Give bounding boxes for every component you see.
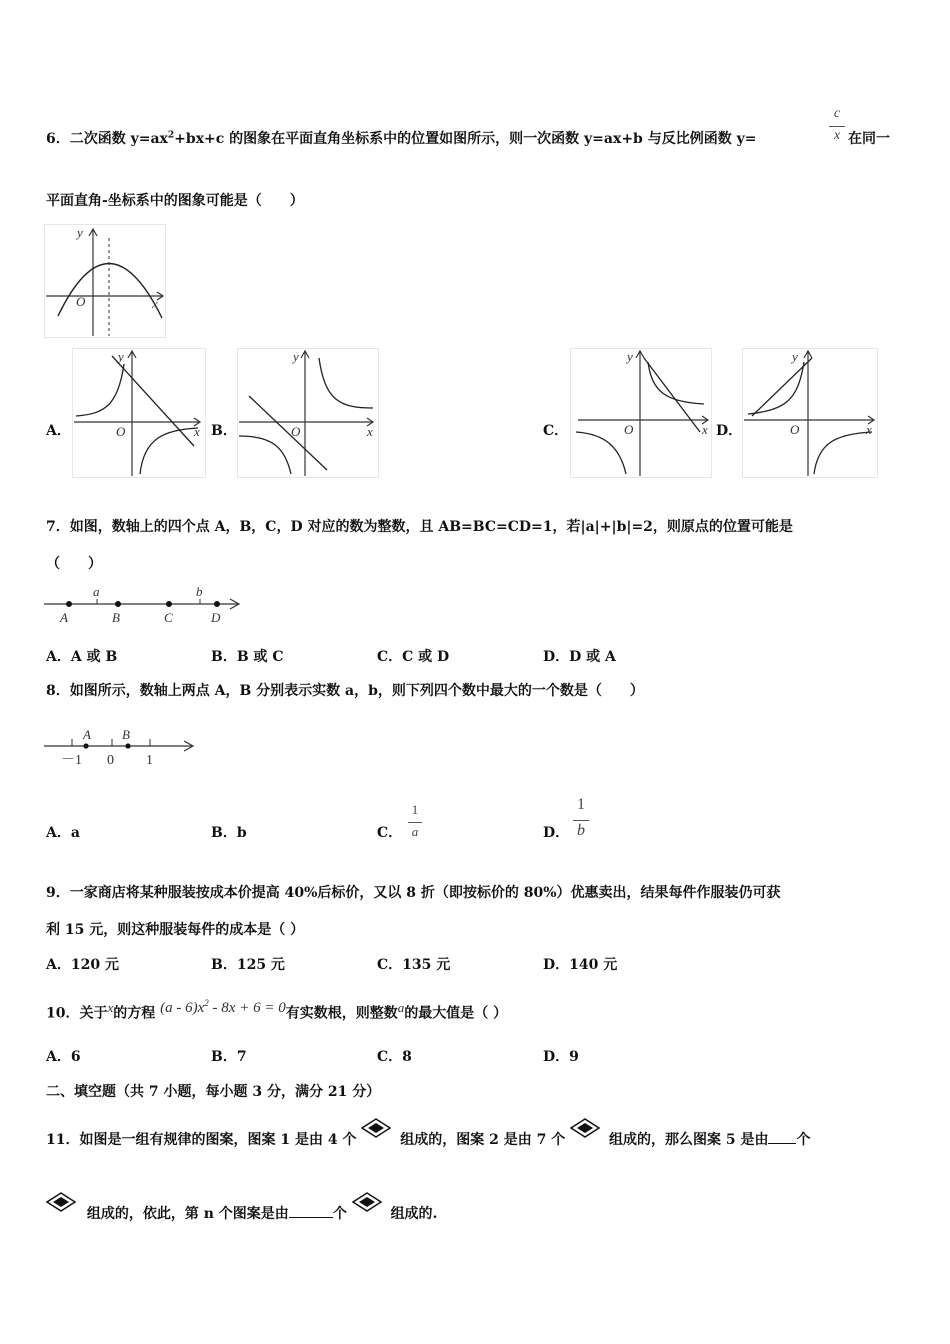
- q11-stem-line2: 组成的，依此，第 n 个图案是由 个 组成的.: [46, 1192, 437, 1223]
- y-label: y: [77, 225, 83, 240]
- svg-text:y: y: [118, 349, 124, 364]
- hyperbola-branch: [648, 362, 704, 404]
- svg-text:y: y: [792, 349, 798, 364]
- q9-stem-line2: 利 15 元，则这种服装每件的成本是（ ）: [46, 922, 305, 938]
- q6-parabola-graph: [44, 224, 166, 338]
- q9-option-c[interactable]: C．135 元: [377, 957, 451, 973]
- diamond-tile-icon: [352, 1192, 382, 1212]
- svg-text:x: x: [194, 424, 200, 439]
- hyperbola-branch: [814, 432, 872, 474]
- label-point-d: D: [211, 610, 221, 625]
- q6-option-d-graph: [742, 348, 878, 478]
- q6-stem-tail: 在同一: [848, 131, 890, 147]
- q7-option-d[interactable]: D．D 或 A: [543, 649, 616, 665]
- q8-option-d[interactable]: D．: [543, 825, 570, 841]
- label-point-a: A: [83, 727, 91, 742]
- q8-option-a[interactable]: A．a: [46, 825, 80, 841]
- label-point-a: A: [60, 610, 68, 625]
- svg-text:O: O: [790, 422, 800, 437]
- label-point-c: C: [164, 610, 173, 625]
- diamond-tile-icon: [570, 1118, 600, 1138]
- q8-option-c[interactable]: C．: [377, 825, 403, 841]
- svg-text:y: y: [627, 349, 633, 364]
- q8-frac-d-den: b: [577, 822, 585, 839]
- x-label: x: [152, 296, 158, 311]
- q6-option-c-graph: [570, 348, 712, 478]
- point-a: [66, 601, 72, 607]
- hyperbola-branch: [140, 428, 198, 474]
- svg-text:O: O: [116, 424, 126, 439]
- q8-frac-c-line: [408, 822, 422, 823]
- q9-option-d[interactable]: D．140 元: [543, 957, 618, 973]
- point-b: [115, 601, 121, 607]
- q10-option-a[interactable]: A．6: [46, 1049, 81, 1065]
- q8-stem: 8．如图所示，数轴上两点 A，B 分别表示实数 a，b，则下列四个数中最大的一个数是（ ）: [46, 683, 644, 699]
- q6-frac-line: [829, 126, 845, 127]
- q7-stem-line1: 7．如图，数轴上的四个点 A，B，C，D 对应的数为整数，且 AB=BC=CD=1，若|a|+|b|=2，则原点的位置可能是: [46, 519, 793, 535]
- tick-label-neg1: －1: [61, 753, 82, 768]
- q10-option-c[interactable]: C．8: [377, 1049, 412, 1065]
- hyperbola-branch: [319, 358, 373, 408]
- q8-frac-c-den: a: [411, 824, 419, 839]
- tick-label-one: 1: [146, 753, 153, 768]
- q8-frac-d-line: [573, 820, 589, 821]
- point-d: [214, 601, 220, 607]
- diamond-tile-icon: [361, 1118, 391, 1138]
- q8-frac-c-num: 1: [411, 802, 419, 817]
- svg-text:O: O: [624, 422, 634, 437]
- q11-stem-line1: 11．如图是一组有规律的图案，图案 1 是由 4 个 组成的，图案 2 是由 7 个 组成的，那么图案 5 是由 个: [46, 1118, 810, 1149]
- answer-blank-1[interactable]: [768, 1129, 796, 1144]
- point-c: [166, 601, 172, 607]
- q6-frac-num: c: [833, 106, 841, 121]
- q6-option-c-label: C．: [543, 423, 569, 439]
- q8-option-b[interactable]: B．b: [211, 825, 247, 841]
- point-a: [83, 743, 88, 748]
- linear-function-line: [644, 358, 700, 432]
- q6-option-d-label: D．: [716, 423, 743, 439]
- q10-equation: $(a - 6)x^2 - 8x + 6 = 0$: [160, 997, 286, 1016]
- label-point-b: B: [112, 610, 120, 625]
- hyperbola-branch: [576, 432, 626, 474]
- diamond-tile-icon: [46, 1192, 76, 1212]
- q6-frac-den: x: [833, 128, 841, 143]
- point-b: [125, 743, 130, 748]
- svg-text:x: x: [702, 422, 708, 437]
- svg-text:x: x: [367, 424, 373, 439]
- linear-function-line: [249, 396, 327, 470]
- q6-stem-line1: 6．二次函数 $y=ax^2+bx+c$ 的图象在平面直角坐标系中的位置如图所示，则一次函数 y=ax+b 与反比例函数 y=: [46, 130, 757, 147]
- q10-option-b[interactable]: B．7: [211, 1049, 247, 1065]
- label-a-lower: a: [93, 584, 100, 599]
- tick-label-zero: 0: [107, 753, 114, 768]
- q6-option-b-label: B．: [211, 423, 237, 439]
- q6-option-a-graph: [72, 348, 206, 478]
- parabola-curve: [58, 263, 162, 318]
- label-b-lower: b: [196, 584, 203, 599]
- section-heading: 二、填空题（共 7 小题，每小题 3 分，满分 21 分）: [46, 1084, 381, 1100]
- origin-label: O: [76, 294, 86, 309]
- linear-function-line: [752, 358, 812, 416]
- q6-option-b-graph: [237, 348, 379, 478]
- q7-option-b[interactable]: B．B 或 C: [211, 649, 284, 665]
- q10-stem: 10．关于$^x$的方程 $(a - 6)x^2 - 8x + 6 = 0$有实数根，则整数$^a$的最大值是（ ）: [46, 997, 508, 1022]
- q8-frac-d-num: 1: [577, 796, 585, 813]
- hyperbola-branch: [239, 436, 291, 474]
- svg-text:y: y: [293, 349, 299, 364]
- q7-option-a[interactable]: A．A 或 B: [46, 649, 118, 665]
- q8-number-line: [42, 724, 200, 770]
- q9-option-b[interactable]: B．125 元: [211, 957, 285, 973]
- q6-stem-line2: 平面直角-坐标系中的图象可能是（ ）: [46, 193, 304, 209]
- q9-option-a[interactable]: A．120 元: [46, 957, 119, 973]
- q7-number-line: [42, 582, 246, 628]
- hyperbola-branch: [76, 364, 124, 416]
- q6-option-a-label: A．: [46, 423, 71, 439]
- q7-stem-line2: （ ）: [46, 556, 102, 572]
- q10-option-d[interactable]: D．9: [543, 1049, 579, 1065]
- answer-blank-2[interactable]: [289, 1203, 333, 1218]
- svg-text:x: x: [866, 422, 872, 437]
- q9-stem-line1: 9．一家商店将某种服装按成本价提高 40%后标价，又以 8 折（即按标价的 80%）优惠卖出，结果每件作服装仍可获: [46, 885, 781, 901]
- svg-text:O: O: [291, 424, 301, 439]
- hyperbola-branch: [748, 362, 804, 414]
- label-point-b: B: [122, 727, 130, 742]
- q7-option-c[interactable]: C．C 或 D: [377, 649, 450, 665]
